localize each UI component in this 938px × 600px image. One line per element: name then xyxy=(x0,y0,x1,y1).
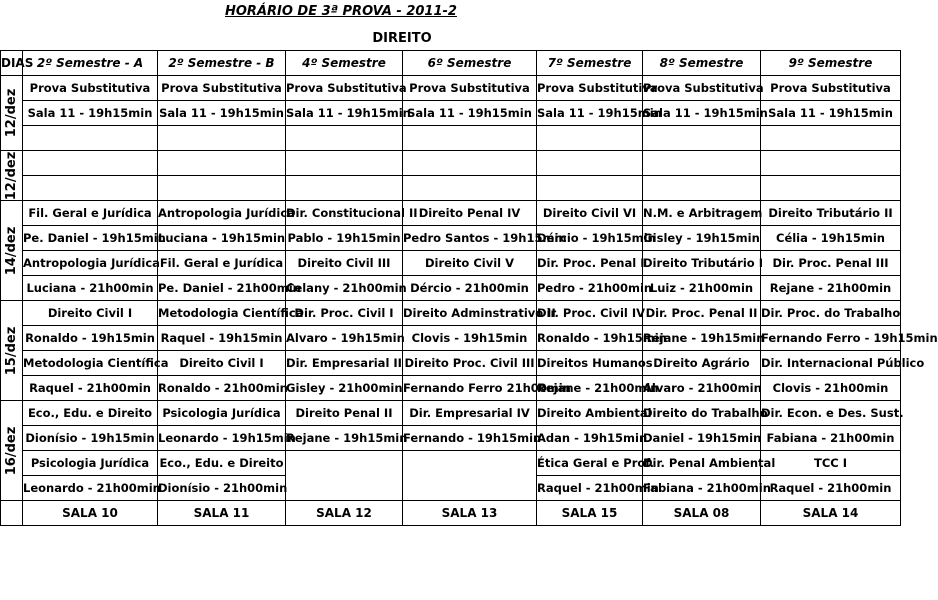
table-cell: Direito Penal IV xyxy=(403,201,537,226)
table-cell: Sala 11 - 19h15min xyxy=(537,101,643,126)
table-row xyxy=(1,301,901,326)
table-cell: Raquel - 21h00min xyxy=(537,476,643,501)
table-cell xyxy=(23,176,158,201)
table-cell: Prova Substitutiva xyxy=(643,76,761,101)
table-row xyxy=(1,351,901,376)
semester-header: 2º Semestre - B xyxy=(158,51,286,76)
day-label: 12/dez xyxy=(1,151,23,201)
day-label: 15/dez xyxy=(1,301,23,401)
rooms-row xyxy=(1,501,901,526)
table-cell: Dir. Empresarial IV xyxy=(403,401,537,426)
table-cell: Antropologia Jurídica xyxy=(158,201,286,226)
table-cell: Fabiana - 21h00min xyxy=(761,426,901,451)
table-cell: Direito Civil V xyxy=(403,251,537,276)
table-cell: Prova Substitutiva xyxy=(537,76,643,101)
table-cell: Gisley - 21h00min xyxy=(286,376,403,401)
semester-header: 4º Semestre xyxy=(286,51,403,76)
table-cell xyxy=(286,126,403,151)
semester-header: 2º Semestre - A xyxy=(23,51,158,76)
table-cell: Dir. Constitucional II xyxy=(286,201,403,226)
table-cell xyxy=(158,151,286,176)
table-cell: Sala 11 - 19h15min xyxy=(403,101,537,126)
table-cell: Direito Agrário xyxy=(643,351,761,376)
table-cell: Psicologia Jurídica xyxy=(23,451,158,476)
table-cell xyxy=(158,126,286,151)
table-cell: Dércio - 19h15min xyxy=(537,226,643,251)
table-cell: Celany - 21h00min xyxy=(286,276,403,301)
table-cell: Prova Substitutiva xyxy=(761,76,901,101)
table-cell: Luiz - 21h00min xyxy=(643,276,761,301)
table-cell: Luciana - 19h15min xyxy=(158,226,286,251)
table-cell xyxy=(761,151,901,176)
dias-header: DIAS xyxy=(1,51,23,76)
table-cell: Sala 11 - 19h15min xyxy=(158,101,286,126)
table-cell: Eco., Edu. e Direito xyxy=(23,401,158,426)
table-cell xyxy=(643,176,761,201)
table-cell: Ronaldo - 21h00min xyxy=(158,376,286,401)
table-cell: Prova Substitutiva xyxy=(403,76,537,101)
table-cell: Pedro Santos - 19h15min xyxy=(403,226,537,251)
table-cell xyxy=(286,176,403,201)
table-cell: Dir. Proc. Penal III xyxy=(761,251,901,276)
table-cell: Fabiana - 21h00min xyxy=(643,476,761,501)
table-row xyxy=(1,201,901,226)
table-cell xyxy=(643,126,761,151)
table-cell: Direitos Humanos xyxy=(537,351,643,376)
semester-header: 7º Semestre xyxy=(537,51,643,76)
table-cell xyxy=(403,451,537,501)
table-row xyxy=(1,226,901,251)
table-cell: Prova Substitutiva xyxy=(23,76,158,101)
table-cell: Direito Civil VI xyxy=(537,201,643,226)
table-row xyxy=(1,451,901,476)
table-cell: Direito Civil III xyxy=(286,251,403,276)
table-cell: Dércio - 21h00min xyxy=(403,276,537,301)
table-cell: Luciana - 21h00min xyxy=(23,276,158,301)
table-cell: Direito Ambiental xyxy=(537,401,643,426)
table-cell: Dir. Penal Ambiental xyxy=(643,451,761,476)
table-cell: Dir. Proc. do Trabalho xyxy=(761,301,901,326)
semester-header: 6º Semestre xyxy=(403,51,537,76)
table-row xyxy=(1,276,901,301)
table-cell: TCC I xyxy=(761,451,901,476)
table-cell: Dir. Internacional Público xyxy=(761,351,901,376)
table-cell: Ronaldo - 19h15min xyxy=(537,326,643,351)
table-cell: Clovis - 19h15min xyxy=(403,326,537,351)
schedule-table xyxy=(0,50,938,526)
page-title: HORÁRIO DE 3ª PROVA - 2011-2 xyxy=(225,4,457,19)
table-cell: Rejane - 21h00min xyxy=(537,376,643,401)
table-cell xyxy=(403,176,537,201)
room-label: SALA 14 xyxy=(761,501,901,526)
table-cell: Antropologia Jurídica xyxy=(23,251,158,276)
table-row xyxy=(1,376,901,401)
table-cell xyxy=(643,151,761,176)
table-cell xyxy=(286,451,403,501)
table-cell: Sala 11 - 19h15min xyxy=(643,101,761,126)
table-cell: Direito Tributário I xyxy=(643,251,761,276)
table-cell xyxy=(23,126,158,151)
day-label: 12/dez xyxy=(1,76,23,151)
table-cell: Dir. Proc. Penal II xyxy=(643,301,761,326)
table-cell xyxy=(403,151,537,176)
table-cell: Sala 11 - 19h15min xyxy=(286,101,403,126)
table-cell: Alvaro - 19h15min xyxy=(286,326,403,351)
semester-header: 9º Semestre xyxy=(761,51,901,76)
table-cell: Metodologia Científica xyxy=(23,351,158,376)
table-cell: Alvaro - 21h00min xyxy=(643,376,761,401)
table-row xyxy=(1,101,901,126)
table-cell: Leonardo - 19h15min xyxy=(158,426,286,451)
table-cell: Gisley - 19h15min xyxy=(643,226,761,251)
table-cell: Dir. Proc. Penal I xyxy=(537,251,643,276)
table-cell: Direito Adminstrativo II xyxy=(403,301,537,326)
table-cell: Prova Substitutiva xyxy=(158,76,286,101)
table-cell: Adan - 19h15min xyxy=(537,426,643,451)
table-cell: N.M. e Arbitragem xyxy=(643,201,761,226)
table-cell: Raquel - 21h00min xyxy=(23,376,158,401)
table-cell: Metodologia Científica xyxy=(158,301,286,326)
table-cell: Sala 11 - 19h15min xyxy=(23,101,158,126)
table-cell xyxy=(537,126,643,151)
room-label: SALA 12 xyxy=(286,501,403,526)
table-cell: Raquel - 21h00min xyxy=(761,476,901,501)
table-cell: Fernando Ferro - 19h15min xyxy=(761,326,901,351)
room-label: SALA 08 xyxy=(643,501,761,526)
table-row xyxy=(1,426,901,451)
table-cell: Célia - 19h15min xyxy=(761,226,901,251)
table-cell: Clovis - 21h00min xyxy=(761,376,901,401)
table-cell: Fil. Geral e Jurídica xyxy=(158,251,286,276)
table-cell: Dir. Proc. Civil I xyxy=(286,301,403,326)
table-row xyxy=(1,401,901,426)
table-cell: Dionísio - 19h15min xyxy=(23,426,158,451)
table-cell: Eco., Edu. e Direito xyxy=(158,451,286,476)
table-cell xyxy=(286,151,403,176)
table-cell: Sala 11 - 19h15min xyxy=(761,101,901,126)
table-cell: Fernando - 19h15min xyxy=(403,426,537,451)
room-label: SALA 13 xyxy=(403,501,537,526)
table-row xyxy=(1,76,901,101)
table-cell: Daniel - 19h15min xyxy=(643,426,761,451)
day-label: 14/dez xyxy=(1,201,23,301)
table-cell: Pablo - 19h15min xyxy=(286,226,403,251)
table-cell xyxy=(1,501,23,526)
table-cell: Dionísio - 21h00min xyxy=(158,476,286,501)
table-cell: Prova Substitutiva xyxy=(286,76,403,101)
table-cell: Direito Civil I xyxy=(23,301,158,326)
table-cell: Pedro - 21h00min xyxy=(537,276,643,301)
room-label: SALA 10 xyxy=(23,501,158,526)
table-cell: Ronaldo - 19h15min xyxy=(23,326,158,351)
table-cell: Raquel - 19h15min xyxy=(158,326,286,351)
table-cell xyxy=(761,126,901,151)
room-label: SALA 15 xyxy=(537,501,643,526)
course-name: DIREITO xyxy=(372,31,432,46)
table-cell: Rejane - 19h15min xyxy=(643,326,761,351)
header-row xyxy=(1,51,901,76)
table-cell: Psicologia Jurídica xyxy=(158,401,286,426)
semester-header: 8º Semestre xyxy=(643,51,761,76)
table-cell: Rejane - 19h15min xyxy=(286,426,403,451)
table-cell xyxy=(537,176,643,201)
table-cell: Fernando Ferro 21h00min xyxy=(403,376,537,401)
table-cell: Direito do Trabalho xyxy=(643,401,761,426)
table-cell: Pe. Daniel - 21h00min xyxy=(158,276,286,301)
table-cell: Leonardo - 21h00min xyxy=(23,476,158,501)
room-label: SALA 11 xyxy=(158,501,286,526)
table-row xyxy=(1,251,901,276)
table-cell: Dir. Empresarial II xyxy=(286,351,403,376)
table-cell xyxy=(537,151,643,176)
table-cell: Pe. Daniel - 19h15min xyxy=(23,226,158,251)
table-cell xyxy=(158,176,286,201)
table-cell xyxy=(403,126,537,151)
table-cell: Dir. Econ. e Des. Sust. xyxy=(761,401,901,426)
table-cell: Direito Penal II xyxy=(286,401,403,426)
table-cell: Direito Proc. Civil III xyxy=(403,351,537,376)
table-cell xyxy=(761,176,901,201)
table-row xyxy=(1,326,901,351)
day-label: 16/dez xyxy=(1,401,23,501)
table-cell: Direito Civil I xyxy=(158,351,286,376)
table-cell: Ética Geral e Prof. xyxy=(537,451,643,476)
table-cell xyxy=(23,151,158,176)
table-cell: Rejane - 21h00min xyxy=(761,276,901,301)
table-cell: Fil. Geral e Jurídica xyxy=(23,201,158,226)
table-cell: Direito Tributário II xyxy=(761,201,901,226)
table-cell: Dir. Proc. Civil IV xyxy=(537,301,643,326)
